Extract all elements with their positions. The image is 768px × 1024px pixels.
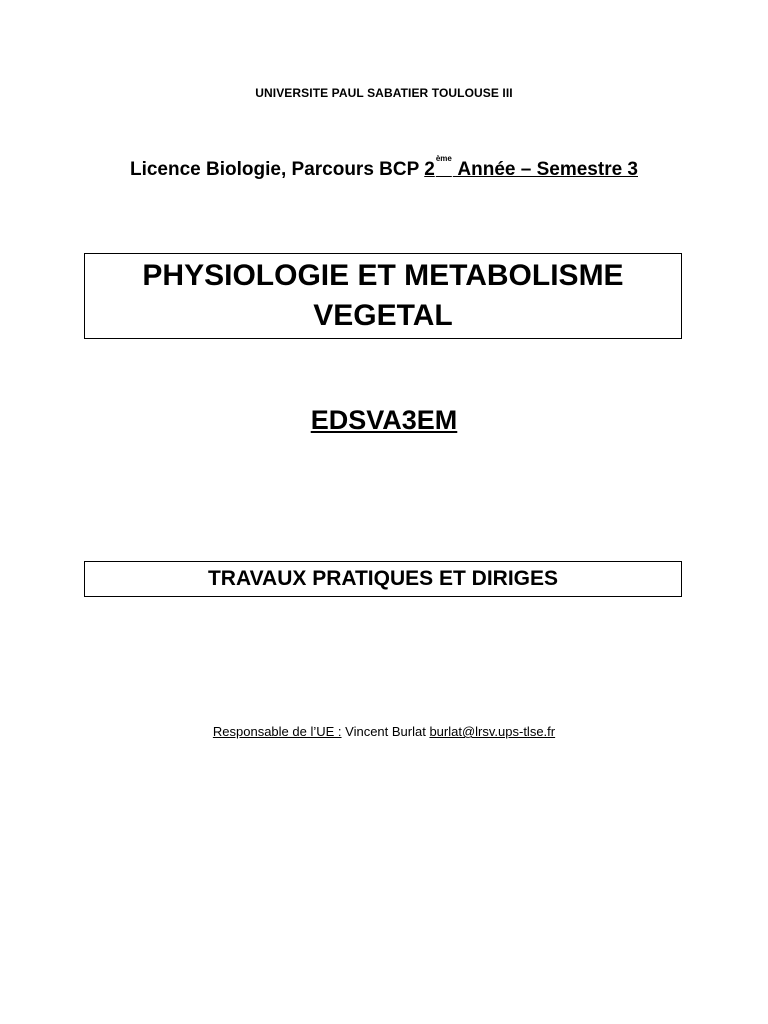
document-title: PHYSIOLOGIE ET METABOLISME VEGETAL bbox=[142, 259, 624, 332]
section-box bbox=[84, 561, 682, 597]
title-box bbox=[84, 253, 682, 339]
responsable-name: Vincent Burlat bbox=[341, 724, 430, 739]
course-year-number: 2 bbox=[424, 159, 435, 180]
university-name: UNIVERSITE PAUL SABATIER TOULOUSE III bbox=[255, 86, 513, 100]
course-prefix: Licence Biologie, Parcours BCP bbox=[129, 159, 425, 180]
course-year bbox=[424, 154, 638, 180]
course-code bbox=[0, 405, 768, 436]
course-year-suffix: ème bbox=[435, 154, 452, 163]
responsable-label: Responsable de l’UE : bbox=[212, 724, 342, 739]
responsable-email[interactable]: burlat@lrsv.ups-tlse.fr bbox=[429, 724, 556, 739]
responsable-line bbox=[0, 724, 768, 739]
course-line bbox=[0, 154, 768, 181]
section-title: TRAVAUX PRATIQUES ET DIRIGES bbox=[207, 567, 559, 590]
course-rest: Année – Semestre 3 bbox=[452, 159, 638, 180]
course-code-text: EDSVA3EM bbox=[310, 405, 458, 435]
